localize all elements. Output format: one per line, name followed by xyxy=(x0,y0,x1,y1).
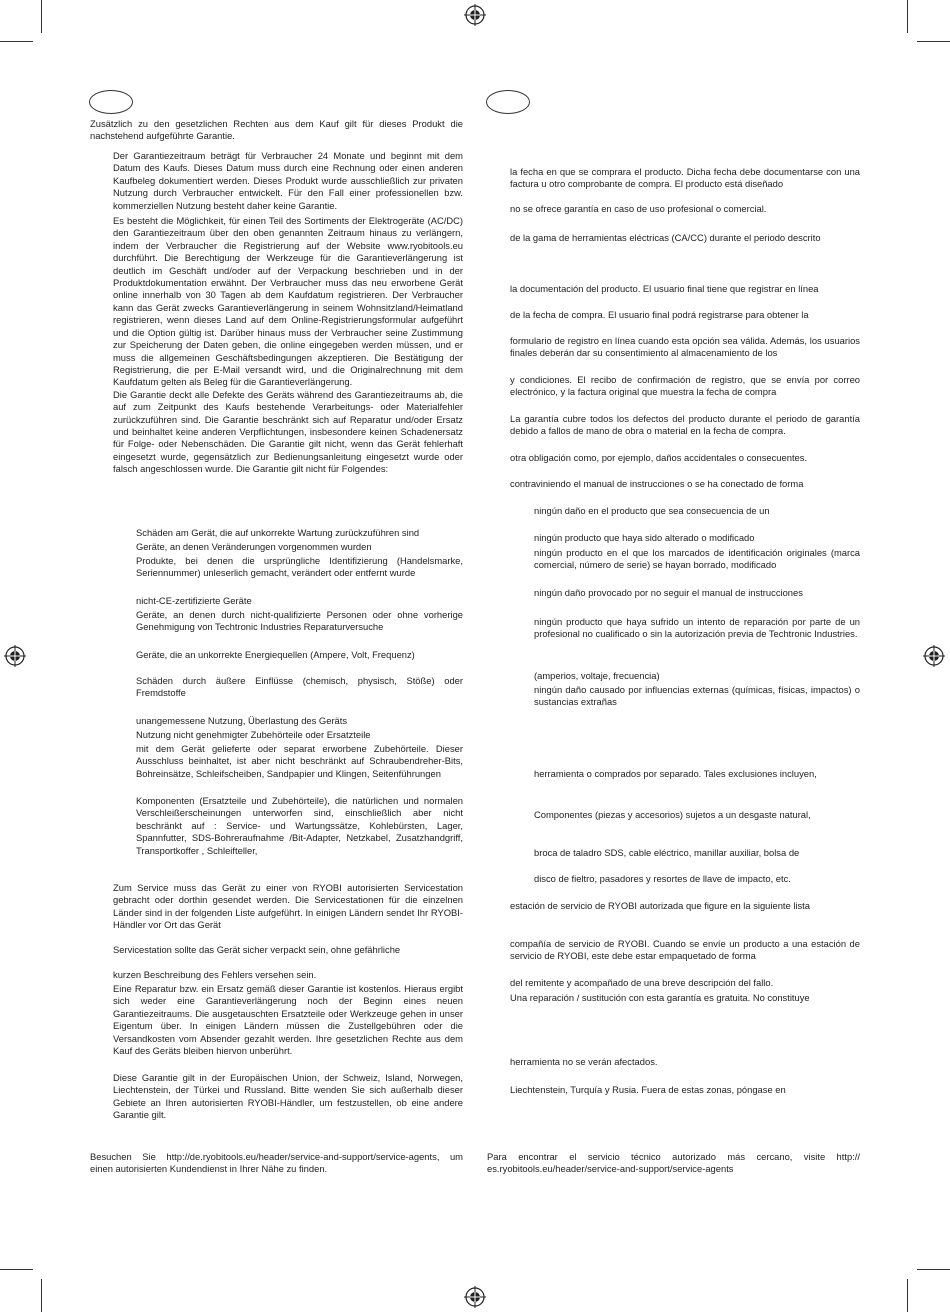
es-exclusion-item: (amperios, voltaje, frecuencia) xyxy=(534,670,660,681)
de-exclusion-item: Komponenten (Ersatzteile und Zubehörteile), die natürlichen und normalen Verschleißerscheinungen unterworfen sind, einschließlich aber nicht beschränkt auf : Service- und Wartungssätze, Kohlebürsten, Lager, Spannfutter, SDS-Bohreraufnahme /Bit-Adapter, Netzkabel, Zusatzhandgriff, Transportkoffer , Schleifteller, xyxy=(136,795,463,856)
de-paragraph: Es besteht die Möglichkeit, für einen Teil des Sortiments der Elektrogeräte (AC/DC) den Garantiezeitraum über den oben genannten Zeitraum hinaus zu verlängern, indem der Verbraucher die Registrierung auf der Website www.ryobitools.eu durchführt. Die Berechtigung der Werkzeuge für die Garantieverlängerung ist deutlich im Geschäft und/oder auf der Verpackung beschrieben und in der Produktdokumentation erwähnt. Der Verbraucher muss das neu erworbene Gerät online innerhalb von 30 Tagen ab dem Kaufdatum registrieren. Der Verbraucher kann das Gerät zwecks Garantieverlängerung in seinem Wohnsitzland/Heimatland registrieren, wenn dieses Land auf dem Online-Registrierungsformular aufgeführt und die Option gültig ist. Darüber hinaus muss der Verbraucher seine Zustimmung zur Speicherung der Daten geben, die online eingegeben werden müssen, und er muss die allgemeinen Geschäftsbedingungen akzeptieren. Die Bestätigung der Registrierung, die per E-Mail versandt wird, und die Originalrechnung mit dem Kaufdatum gelten als Beleg für die Garantieverlängerung. xyxy=(113,215,463,388)
de-exclusion-item: Schäden am Gerät, die auf unkorrekte Wartung zurückzuführen sind xyxy=(136,527,420,538)
de-service-paragraph: Servicestation sollte das Gerät sicher verpackt sein, ohne gefährliche xyxy=(113,944,401,955)
de-exclusion-item: unangemessene Nutzung, Überlastung des Geräts xyxy=(136,715,348,726)
es-line: formulario de registro en línea cuando esta opción sea válida. Además, los usuarios finales deberán dar su consentimiento al almacenamiento de los xyxy=(510,335,860,359)
de-warranty-section xyxy=(113,150,463,476)
es-line: no se ofrece garantía en caso de uso profesional o comercial. xyxy=(510,203,767,214)
es-exclusion-item: ningún producto que haya sufrido un intento de reparación por parte de un profesional no cualificado o sin la autorización previa de Techtronic Industries. xyxy=(534,616,860,640)
de-exclusion-item: Geräte, an denen Veränderungen vorgenommen wurden xyxy=(136,541,372,552)
es-exclusion-item: disco de fieltro, pasadores y resortes de llave de impacto, etc. xyxy=(534,873,791,884)
es-exclusion-item: ningún daño en el producto que sea consecuencia de un xyxy=(534,505,770,516)
registration-mark-icon xyxy=(4,645,26,667)
es-line: otra obligación como, por ejemplo, daños accidentales o consecuentes. xyxy=(510,452,808,463)
registration-mark-icon xyxy=(464,4,486,26)
es-exclusion-item: herramienta o comprados por separado. Tales exclusiones incluyen, xyxy=(534,768,817,779)
crop-mark xyxy=(907,0,908,33)
es-line: de la fecha de compra. El usuario final podrá registrarse para obtener la xyxy=(510,309,809,320)
es-service-line: Una reparación / sustitución con esta garantía es gratuita. No constituye xyxy=(510,992,810,1003)
crop-mark xyxy=(41,0,42,33)
de-exclusion-item: Produkte, bei denen die ursprüngliche Identifizierung (Handelsmarke, Seriennummer) unleserlich gemacht, verändert oder entfernt wurde xyxy=(136,555,463,579)
de-paragraph: Der Garantiezeitraum beträgt für Verbraucher 24 Monate und beginnt mit dem Datum des Kaufs. Dieses Datum muss durch eine Rechnung oder einen anderen Kaufbeleg dokumentiert werden. Dieses Produkt wurde ausschließlich zur privaten Nutzung durch Verbraucher entwickelt. Für den Fall einer professionellen bzw. kommerziellen Nutzung besteht daher keine Garantie. xyxy=(113,150,463,211)
language-badge-de xyxy=(89,90,133,114)
es-service-line: compañía de servicio de RYOBI. Cuando se envíe un producto a una estación de servicio de RYOBI, este debe estar empaquetado de forma xyxy=(510,938,860,962)
de-service-paragraph: kurzen Beschreibung des Fehlers versehen sein. xyxy=(113,969,317,980)
es-line: La garantía cubre todos los defectos del producto durante el periodo de garantía debido a fallos de mano de obra o material en la fecha de compra. xyxy=(510,413,860,437)
es-exclusion-item: broca de taladro SDS, cable eléctrico, manillar auxiliar, bolsa de xyxy=(534,847,800,858)
crop-mark xyxy=(41,1279,42,1312)
es-line: la documentación del producto. El usuario final tiene que registrar en línea xyxy=(510,283,819,294)
de-service-paragraph: Zum Service muss das Gerät zu einer von RYOBI autorisierten Servicestation gebracht oder dorthin gesendet werden. Die Servicestationen für die einzelnen Länder sind in der folgenden Liste aufgeführt. In einigen Ländern sendet Ihr RYOBI-Händler vor Ort das Gerät xyxy=(113,882,463,931)
es-exclusion-item: Componentes (piezas y accesorios) sujetos a un desgaste natural, xyxy=(534,809,811,820)
es-service-line: del remitente y acompañado de una breve descripción del fallo. xyxy=(510,977,774,988)
crop-mark xyxy=(0,41,33,42)
crop-mark xyxy=(0,1269,33,1270)
de-exclusion-item: Schäden durch äußere Einflüsse (chemisch, physisch, Stöße) oder Fremdstoffe xyxy=(136,675,463,699)
crop-mark xyxy=(917,1269,950,1270)
es-service-line: herramienta no se verán afectados. xyxy=(510,1056,658,1067)
de-footer-note: Besuchen Sie http://de.ryobitools.eu/header/service-and-support/service-agents, um einen autorisierten Kundendienst in Ihrer Nähe zu finden. xyxy=(90,1151,463,1175)
de-paragraph: Die Garantie deckt alle Defekte des Geräts während des Garantiezeitraums ab, die auf zum Zeitpunkt des Kaufs bestehende Verarbeitungs- oder Materialfehler zurückzuführen sind. Die Garantie beschränkt sich auf Reparatur und/oder Ersatz und beinhaltet keine anderen Verpflichtungen, insbesondere keinen Schadenersatz für Folge- oder Nebenschäden. Die Garantie gilt nicht, wenn das Gerät fehlerhaft eingesetzt wurde, gegensätzlich zur Bedienungsanleitung eingesetzt wurde oder falsch angeschlossen wurde. Die Garantie gilt nicht für Folgendes: xyxy=(113,388,463,475)
es-exclusion-item: ningún daño provocado por no seguir el manual de instrucciones xyxy=(534,587,803,598)
es-line: y condiciones. El recibo de confirmación de registro, que se envía por correo electrónico, y la factura original que muestra la fecha de compra xyxy=(510,374,860,398)
registration-mark-icon xyxy=(923,645,945,667)
es-line: contraviniendo el manual de instrucciones o se ha conectado de forma xyxy=(510,478,804,489)
de-exclusion-item: nicht-CE-zertifizierte Geräte xyxy=(136,595,252,606)
es-footer-note: Para encontrar el servicio técnico autorizado más cercano, visite http:// es.ryobitools.eu/header/service-and-support/service-agents xyxy=(487,1151,860,1175)
de-service-paragraph: Diese Garantie gilt in der Europäischen Union, der Schweiz, Island, Norwegen, Liechtenstein, der Türkei und Russland. Bitte wenden Sie sich außerhalb dieser Gebiete an Ihren autorisierten RYOBI-Händler, um festzustellen, ob eine andere Garantie gilt. xyxy=(113,1072,463,1121)
es-line: la fecha en que se comprara el producto. Dicha fecha debe documentarse con una factura u otro comprobante de compra. El producto está diseñado xyxy=(510,166,860,190)
crop-mark xyxy=(917,41,950,42)
es-exclusion-item: ningún daño causado por influencias externas (químicas, físicas, impactos) o sustancias extrañas xyxy=(534,684,860,708)
es-exclusion-item: ningún producto en el que los marcados de identificación originales (marca comercial, número de serie) se hayan borrado, modificado xyxy=(534,547,860,571)
de-exclusion-item: mit dem Gerät gelieferte oder separat erworbene Zubehörteile. Dieser Ausschluss beinhaltet, ist aber nicht beschränkt auf Schraubendreher-Bits, Bohreinsätze, Schleifscheiben, Sandpapier und Klingen, Seitenführungen xyxy=(136,743,463,779)
de-exclusion-item: Geräte, die an unkorrekte Energiequellen (Ampere, Volt, Frequenz) xyxy=(136,649,415,660)
de-service-paragraph: Eine Reparatur bzw. ein Ersatz gemäß dieser Garantie ist kostenlos. Hieraus ergibt sich weder eine Garantieverlängerung noch der Beginn eines neuen Garantiezeitraums. Die ausgetauschten Ersatzteile oder Werkzeuge gehen in unser Eigentum über. In einigen Ländern müssen die Zustellgebühren oder die Versandkosten vom Absender gezahlt werden. Ihre gesetzlichen Rechte aus dem Kauf des Geräts bleiben hiervon unberührt. xyxy=(113,983,463,1057)
de-exclusion-item: Nutzung nicht genehmigter Zubehörteile oder Ersatzteile xyxy=(136,729,371,740)
registration-mark-icon xyxy=(464,1286,486,1308)
crop-mark xyxy=(907,1279,908,1312)
es-exclusion-item: ningún producto que haya sido alterado o modificado xyxy=(534,532,755,543)
es-service-line: estación de servicio de RYOBI autorizada que figure en la siguiente lista xyxy=(510,900,811,911)
de-intro: Zusätzlich zu den gesetzlichen Rechten aus dem Kauf gilt für dieses Produkt die nachstehend aufgeführte Garantie. xyxy=(90,118,463,142)
es-line: de la gama de herramientas eléctricas (CA/CC) durante el periodo descrito xyxy=(510,232,821,243)
es-service-line: Liechtenstein, Turquía y Rusia. Fuera de estas zonas, póngase en xyxy=(510,1084,786,1095)
de-exclusion-item: Geräte, an denen durch nicht-qualifizierte Personen oder ohne vorherige Genehmigung von Techtronic Industries Reparaturversuche xyxy=(136,609,463,633)
language-badge-es xyxy=(486,90,530,114)
